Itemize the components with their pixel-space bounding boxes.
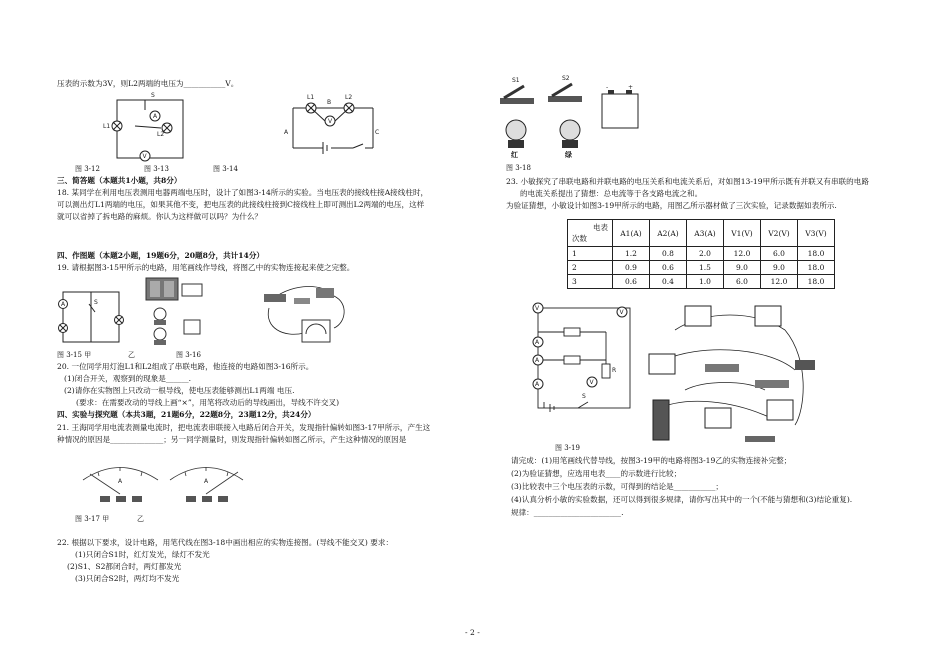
table-cell: 18.0 xyxy=(798,247,835,261)
table-cell: 1.5 xyxy=(687,261,724,275)
q20-requirement: (要求：在需要改动的导线上画“×”，用笔将改动后的导线画出，导线不许交叉) xyxy=(76,398,340,407)
page-number: - 2 - xyxy=(465,628,480,637)
svg-text:A: A xyxy=(284,129,289,136)
table-cell: 0.6 xyxy=(650,261,687,275)
svg-text:L1: L1 xyxy=(103,123,111,130)
fig-3-14-caption: 图 3-14 xyxy=(213,165,238,173)
col-header: A2(A) xyxy=(650,220,687,247)
svg-text:V: V xyxy=(619,309,624,316)
table-row xyxy=(568,261,835,275)
figure-3-19-schematic xyxy=(528,298,638,418)
figure-3-17-ammeters xyxy=(78,450,248,512)
svg-text:S2: S2 xyxy=(562,75,570,82)
q18-line2: 可以测出灯L1两端的电压，如果其他不变，把电压表的此接线柱接到C接线柱上即可测出L2两端的电压，这样 xyxy=(57,200,425,209)
q23-rule: 规律：_______________________. xyxy=(511,508,624,517)
figure-3-18-components xyxy=(490,72,660,162)
table-cell: 12.0 xyxy=(761,275,798,289)
switch-label: S xyxy=(151,92,155,99)
figure-3-14-circuit xyxy=(283,90,383,154)
figure-3-19-equipment xyxy=(645,300,825,450)
figure-3-13-circuit xyxy=(105,92,195,162)
svg-text:A: A xyxy=(535,381,540,388)
section-3-heading: 三、简答题（本题共1小题，共8分） xyxy=(57,176,182,185)
table-cell: 0.9 xyxy=(613,261,650,275)
svg-text:S1: S1 xyxy=(512,77,520,84)
q20-part1: (1)闭合开关，观察到的现象是______. xyxy=(64,374,192,383)
q21-line1: 21. 王海同学用电流表测量电流时，把电流表串联接入电路后闭合开关，发现指针偏转如图3-17甲所示，产生这 xyxy=(57,423,431,432)
table-cell: 0.6 xyxy=(613,275,650,289)
table-cell: 1.0 xyxy=(687,275,724,289)
header-meter-label: 电表 xyxy=(593,223,608,232)
fig-3-13-caption: 图 3-13 xyxy=(144,165,169,173)
svg-text:C: C xyxy=(375,129,380,136)
table-cell: 18.0 xyxy=(798,261,835,275)
table-cell: 0.4 xyxy=(650,275,687,289)
q23-instruction: 请完成：(1)用笔画线代替导线，按图3-19甲的电路将图3-19乙的实物连接补完整； xyxy=(511,456,792,465)
svg-text:A: A xyxy=(118,478,123,485)
q17-tail: 压表的示数为3V，则L2两端的电压为___________V。 xyxy=(57,79,239,88)
table-cell: 2.0 xyxy=(687,247,724,261)
col-header: V2(V) xyxy=(761,220,798,247)
table-cell: 12.0 xyxy=(724,247,761,261)
svg-text:R: R xyxy=(612,367,617,374)
q18-line3: 就可以省掉了拆电路的麻烦。你认为这样做可以吗？为什么？ xyxy=(57,212,263,221)
fig-3-17-caption: 图 3-17 甲 xyxy=(75,515,110,523)
svg-text:S: S xyxy=(94,299,98,306)
table-cell: 9.0 xyxy=(761,261,798,275)
green-lamp-label: 绿 xyxy=(565,150,572,159)
table-cell: 6.0 xyxy=(761,247,798,261)
figure-3-15-circuit xyxy=(55,284,125,346)
section-4-heading: 四、作图题（本题2小题，19题6分，20题8分，共计14分） xyxy=(57,251,265,260)
fig-3-17-yi-caption: 乙 xyxy=(137,515,144,523)
svg-text:A: A xyxy=(535,339,540,346)
q23-line2: 的电流关系提出了猜想：总电流等于各支路电流之和。 xyxy=(520,189,703,198)
fig-3-15-caption: 图 3-15 甲 xyxy=(57,351,92,359)
table-row xyxy=(568,247,835,261)
q22-req3: (3)只闭合S2时，两灯均不发光 xyxy=(75,574,180,583)
section-5-heading: 四、实验与探究题（本共3题，21题6分，22题8分，23题12分，共24分） xyxy=(57,410,316,419)
fig-3-15-yi-caption: 乙 xyxy=(128,351,135,359)
table-cell: 3 xyxy=(568,275,613,289)
q20-part2: (2)请你在实物图上只改动一根导线，使电压表能够测出L1两端 电压. xyxy=(64,386,295,395)
table-cell: 1.2 xyxy=(613,247,650,261)
q23-line3: 为验证猜想，小敏设计如图3-19甲所示的电路，用图乙所示器材做了三次实验，记录数据如表所示. xyxy=(506,201,837,210)
table-cell: 18.0 xyxy=(798,275,835,289)
fig-3-16-caption: 图 3-16 xyxy=(176,351,201,359)
red-lamp-label: 红 xyxy=(511,150,518,159)
table-cell: 6.0 xyxy=(724,275,761,289)
table-cell: 1 xyxy=(568,247,613,261)
q18-line1: 18. 某同学在利用电压表测用电器两端电压时，设计了如图3-14所示的实验。当电压表的接线柱接A接线柱时， xyxy=(57,188,429,197)
table-cell: 2 xyxy=(568,261,613,275)
svg-text:V: V xyxy=(535,305,540,312)
svg-text:B: B xyxy=(327,99,332,106)
svg-text:A: A xyxy=(204,478,209,485)
svg-text:A: A xyxy=(535,357,540,364)
q19-text: 19. 请根据图3-15甲所示的电路，用笔画线作导线，将图乙中的实物连接起来使之完整。 xyxy=(57,263,355,272)
figure-3-16-circuit xyxy=(254,278,364,350)
col-header: V3(V) xyxy=(798,220,835,247)
q23-part3: (3)比较表中三个电压表的示数，可得到的结论是___________； xyxy=(511,482,723,491)
q22-req2: (2)S1、S2都闭合时，两灯都发光 xyxy=(67,562,182,571)
svg-text:L2: L2 xyxy=(345,94,353,101)
svg-text:L1: L1 xyxy=(307,94,315,101)
fig-3-19-caption: 图 3-19 xyxy=(555,444,580,452)
q22-req1: (1)只闭合S1时，红灯发光，绿灯不发光 xyxy=(75,550,210,559)
svg-text:+: + xyxy=(628,84,634,91)
col-header: V1(V) xyxy=(724,220,761,247)
table-header-row xyxy=(568,220,835,247)
ammeter-label: A xyxy=(153,113,158,120)
q20-text: 20. 一位同学用灯泡L1和L2组成了串联电路，他连接的电路如图3-16所示。 xyxy=(57,362,314,371)
svg-text:L2: L2 xyxy=(157,131,165,138)
col-header: A1(A) xyxy=(613,220,650,247)
table-cell: 0.8 xyxy=(650,247,687,261)
q23-line1: 23. 小敏探究了串联电路和并联电路的电压关系和电流关系后，对如图13-19甲所示既有并联又有串联的电路 xyxy=(506,177,869,186)
svg-text:V: V xyxy=(589,379,594,386)
table-row xyxy=(568,275,835,289)
q23-part4: (4)认真分析小敏的实验数据，还可以得到很多规律，请你写出其中的一个(不能与猜想和(3)结论重复). xyxy=(511,495,853,504)
q23-part2: (2)为验证猜想，应选用电表____的示数进行比较； xyxy=(511,469,682,478)
data-table xyxy=(567,219,835,289)
header-times-label: 次数 xyxy=(572,234,587,243)
svg-text:-: - xyxy=(606,84,609,91)
fig-3-18-caption: 图 3-18 xyxy=(506,164,531,172)
q21-line2: 种情况的原因是______________；另一同学测量时，则发现指针偏转如图乙所示，产生这种情况的原因是 xyxy=(57,435,407,444)
q22-text: 22. 根据以下要求，设计电路，用笔代线在图3-18中画出相应的实物连接图。(导线不能交叉) 要求： xyxy=(57,538,394,547)
table-cell: 9.0 xyxy=(724,261,761,275)
svg-text:V: V xyxy=(328,118,333,125)
voltmeter-label: V xyxy=(142,153,147,160)
fig-3-12-caption: 图 3-12 xyxy=(75,165,100,173)
svg-text:S: S xyxy=(582,393,586,400)
figure-3-15-components xyxy=(140,274,220,346)
svg-text:A: A xyxy=(61,301,66,308)
col-header: A3(A) xyxy=(687,220,724,247)
